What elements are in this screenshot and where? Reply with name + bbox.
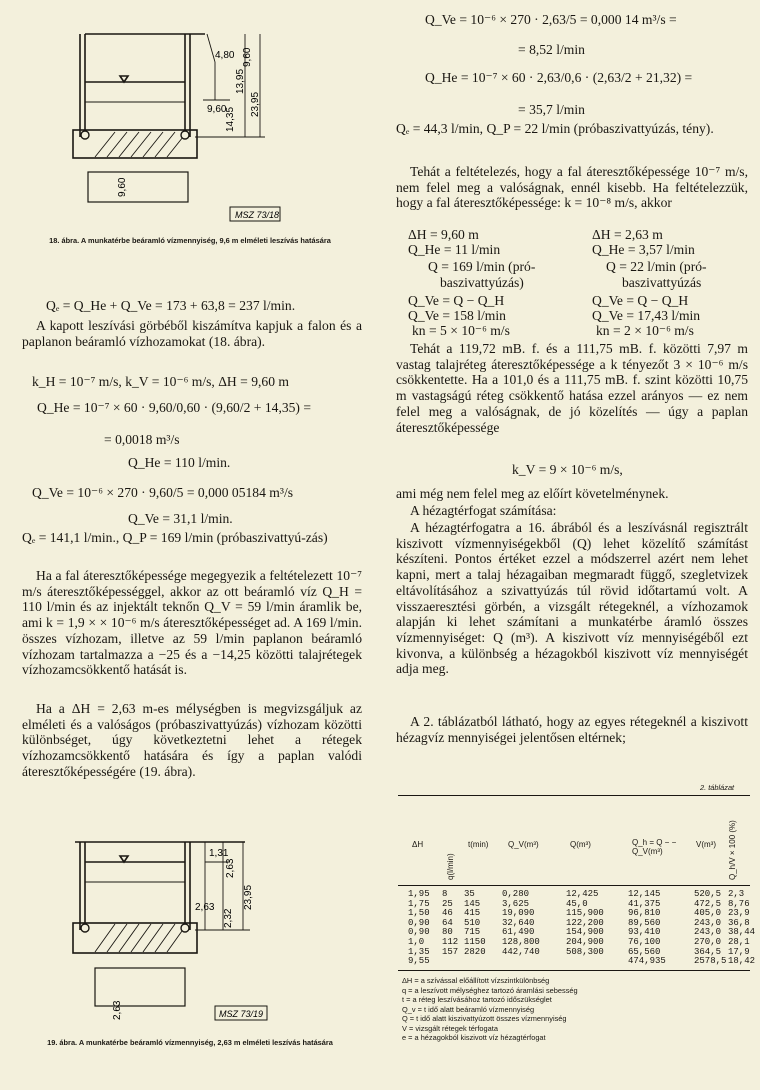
table-cell: 2578,5 — [694, 956, 727, 967]
fig19-dim-232: 2,32 — [223, 908, 234, 928]
figure-18 — [55, 22, 305, 234]
table-cell: 38,44 — [728, 927, 756, 938]
legend-item: q = a leszívott mélységhez tartozó áramlási sebesség — [402, 985, 578, 995]
table-cell: 510 — [464, 917, 481, 928]
table-cell: 2820 — [464, 946, 486, 957]
fig18-dim-1395: 13,95 — [235, 68, 246, 94]
th-Q: Q(m³) — [570, 840, 591, 849]
colA-2: Q = 169 l/min (pró- — [428, 259, 536, 274]
th-v: V(m³) — [696, 840, 716, 849]
table-cell: 128,800 — [502, 937, 540, 947]
right-p2: Tehát a 119,72 mB. f. és a 111,75 mB. f. közötti 7,97 m vastag talajréteg áteresztőképessége a k tényezőt 3 × 10⁻⁶ m/s csökkentette. Ha a 101,0 és a 111,75 mB. f. szint közötti 10,75 m vastagságú réteg csökkentő hatása ezzel arányos — ez nem felel meg a valóságnak, de jó közelítés — úgy a paplan áteresztőképessége — [396, 341, 748, 435]
table-cell: 364,5 — [694, 946, 722, 957]
fig18-dim-960-a: 9,60 — [242, 47, 253, 67]
fig19-dim-263-b: 2,63 — [195, 902, 215, 913]
right-h1: A hézagtérfogat számítása: — [410, 503, 557, 518]
table-cell: 35 — [464, 889, 475, 899]
table-header-rule — [398, 885, 750, 886]
table-cell: 32,640 — [502, 917, 535, 928]
table-cell: 41,375 — [628, 898, 661, 909]
table-cell: 112 — [442, 937, 459, 947]
table-cell: 36,8 — [728, 917, 750, 928]
table-cell: 23,9 — [728, 908, 750, 919]
table-cell: 243,0 — [694, 927, 722, 938]
table-cell: 18,42 — [728, 956, 756, 967]
table-cell: 61,490 — [502, 927, 535, 938]
legend-item: Q_v = t idő alatt beáramló vízmennyiség — [402, 1004, 535, 1014]
right-eq6: k_V = 9 × 10⁻⁶ m/s, — [512, 462, 623, 477]
colB-1: Q_He = 3,57 l/min — [592, 242, 695, 257]
left-eq3: Q_He = 10⁻⁷ × 60 · 9,60/0,60 · (9,60/2 + 14,35) = — [37, 400, 312, 415]
table-cell: 17,9 — [728, 946, 750, 957]
table-cell: 25 — [442, 898, 453, 909]
fig18-dim-480: 4,80 — [215, 50, 235, 61]
fig19-dim-263-c: 2,63 — [112, 1000, 123, 1020]
th-q: q(l/min) — [446, 853, 455, 880]
colB-4: Q_Ve = Q − Q_H — [592, 293, 689, 308]
left-eq4: = 0,0018 m³/s — [104, 432, 180, 447]
table-cell: 715 — [464, 927, 481, 938]
table-cell: 145 — [464, 898, 481, 909]
fig19-stamp: MSZ 73/19 — [219, 1009, 264, 1019]
colA-4: Q_Ve = Q − Q_H — [408, 293, 505, 308]
legend-item: t = a réteg leszívásához tartozó időszükséglet — [402, 995, 552, 1004]
table-row — [398, 956, 756, 967]
table-cell: 96,810 — [628, 908, 661, 919]
colB-0: ΔH = 2,63 m — [592, 227, 663, 242]
table-cell: 115,900 — [566, 908, 604, 919]
table-cell: 45,0 — [566, 898, 588, 909]
fig18-dim-1435: 14,35 — [225, 106, 236, 132]
table-cell: 8 — [442, 889, 448, 899]
colB-6: kn = 2 × 10⁻⁶ m/s — [596, 323, 694, 338]
fig19-caption: 19. ábra. A munkatérbe beáramló vízmennyiség, 2,63 m elméleti leszívás hatására — [47, 1038, 333, 1047]
table-cell: 3,625 — [502, 898, 530, 909]
legend-item: ΔH = a szívással előállított vízszintkülönbség — [402, 976, 550, 985]
th-t: t(min) — [468, 840, 489, 849]
table-cell: 1,0 — [408, 937, 425, 947]
right-eq2: = 8,52 l/min — [518, 42, 585, 57]
table-cell: 12,145 — [628, 889, 661, 899]
table-cell: 1,50 — [408, 908, 430, 919]
table-cell: 270,0 — [694, 937, 722, 947]
table-cell: 1,75 — [408, 898, 430, 909]
table-title: 2. táblázat — [700, 783, 735, 792]
fig19-dim-2395: 23,95 — [243, 884, 254, 910]
table-cell: 0,90 — [408, 927, 430, 938]
table-cell: 472,5 — [694, 898, 722, 909]
figure-19 — [55, 818, 305, 1028]
table-cell: 64 — [442, 917, 453, 928]
left-eq8: Qₑ = 141,1 l/min., Q_P = 169 l/min (próbaszivattyú-zás) — [22, 530, 328, 545]
table-cell: 46 — [442, 908, 453, 919]
right-p5: A 2. táblázatból látható, hogy az egyes rétegeknél a kiszivott hézagvíz mennyiségei jelentősen eltérnek; — [396, 714, 748, 745]
left-eq1: Qₑ = Q_He + Q_Ve = 173 + 63,8 = 237 l/min. — [46, 298, 296, 313]
colA-1: Q_He = 11 l/min — [408, 242, 501, 257]
th-pct: Q_h/V × 100 (%) — [728, 820, 737, 880]
legend-item: V = vizsgált rétegek térfogata — [402, 1023, 498, 1033]
left-p3: Ha a ΔH = 2,63 m-es mélységben is megvizsgáljuk az elméleti és a valóságos (próbaszivattyúzás) vízhozam közötti különbséget, úgy következtetni lehet a rétegek vízhozamcsökkentő hatására és így a paplan valódi áteresztőképességére (19. ábra). — [22, 701, 362, 779]
table-cell: 405,0 — [694, 908, 722, 919]
table-cell: 2,3 — [728, 889, 745, 899]
colB-5: Q_Ve = 17,43 l/min — [592, 308, 701, 323]
table-cell: 157 — [442, 946, 459, 957]
table-cell: 89,560 — [628, 917, 661, 928]
table-cell: 0,90 — [408, 917, 430, 928]
th-qv: Q_V(m³) — [508, 840, 539, 849]
table-cell: 474,935 — [628, 956, 666, 967]
table-cell: 93,410 — [628, 927, 661, 938]
fig18-dim-960-b: 9,60 — [207, 104, 227, 115]
left-p2: Ha a fal áteresztőképessége megegyezik a feltételezett 10⁻⁷ m/s áteresztőképességgel, akkor az ott beáramló víz Q_H = 110 l/min és az injektált teknőn Q_V = 59 l/min áramlik be, ami k = 1,9 × × 10⁻⁶ m/s áteresztőképességet ad. A 169 l/min. összes vízhozam, illetve az 59 l/min paplanon beáramló vízhozam tartalmazza a −25 és a −14,25 közötti talajrétegek vízhozamcsökkentő hatását is. — [22, 568, 362, 678]
table-cell: 442,740 — [502, 946, 540, 957]
colA-3: baszivattyúzás) — [440, 275, 524, 290]
right-eq5: Qₑ = 44,3 l/min, Q_P = 22 l/min (próbaszivattyúzás, tény). — [396, 121, 714, 136]
fig19-dim-263-a: 2,63 — [225, 858, 236, 878]
legend-item: e = a hézagokból kiszivott víz hézagtérfogat — [402, 1033, 546, 1042]
colA-0: ΔH = 9,60 m — [408, 227, 479, 242]
left-p1: A kapott leszívási görbéből kiszámítva kapjuk a falon és a paplanon beáramló vízhozamokat (18. ábra). — [22, 318, 362, 349]
fig18-dim-2395: 23,95 — [250, 91, 261, 117]
table-cell: 1,35 — [408, 946, 430, 957]
right-eq4: = 35,7 l/min — [518, 102, 585, 117]
table-cell: 80 — [442, 927, 453, 938]
left-eq7: Q_Ve = 31,1 l/min. — [128, 511, 233, 526]
table-cell: 520,5 — [694, 889, 722, 899]
table-cell: 8,76 — [728, 898, 750, 909]
table-cell: 0,280 — [502, 889, 530, 899]
table-cell: 1150 — [464, 937, 486, 947]
right-p4: A hézagtérfogatra a 16. ábrából és a leszívásnál regisztrált kiszivott vízmennyiségekből (Q) lehet közelítő számítást készíteni. Pontos értéket ezzel a módszerrel azért nem lehet kapni, mert a talaj hézagaiban megmaradt függő, szegletvizek eltávolításához a szivattyúzás túl rövid időtartamú volt. A visszaeresztési görbén, a vizsgált rétegeknél, a vízhozamok alapján ki lehet számítani a munkatérbe áramló összes vízmennyiséget: Q (m³). A kiszivott víz mennyiségéből ezt kivonva, a különbség a hézagokból kiszivott víz mennyiségét adja meg. — [396, 520, 748, 677]
th-qh: Q_h = Q − − Q_V(m³) — [632, 838, 677, 856]
fig19-dim-131: 1,31 — [209, 848, 229, 859]
table-top-rule — [398, 795, 750, 796]
table-cell: 122,200 — [566, 917, 604, 928]
colB-2: Q = 22 l/min (pró- — [606, 259, 707, 274]
fig18-stamp: MSZ 73/18 — [235, 210, 280, 220]
table-cell: 154,900 — [566, 927, 604, 938]
table-cell: 19,090 — [502, 908, 535, 919]
right-p1: Tehát a feltételezés, hogy a fal áteresztőképessége 10⁻⁷ m/s, nem felel meg a valóságnak, ennél kisebb. Ha feltételezzük, hogy a fal áteresztőképessége: k = 10⁻⁸ m/s, akkor — [396, 164, 748, 211]
legend-item: Q = t idő alatt kiszivattyúzott összes vízmennyiség — [402, 1014, 567, 1023]
colA-5: Q_Ve = 158 l/min — [408, 308, 506, 323]
table-cell: 28,1 — [728, 937, 750, 947]
table-bottom-rule — [398, 970, 750, 971]
table-cell: 508,300 — [566, 946, 604, 957]
table-cell: 65,560 — [628, 946, 661, 957]
right-eq1: Q_Ve = 10⁻⁶ × 270 · 2,63/5 = 0,000 14 m³/s = — [425, 12, 677, 27]
left-eq2: k_H = 10⁻⁷ m/s, k_V = 10⁻⁶ m/s, ΔH = 9,60 m — [32, 374, 289, 389]
colA-6: kn = 5 × 10⁻⁶ m/s — [412, 323, 510, 338]
fig18-caption: 18. ábra. A munkatérbe beáramló vízmennyiség, 9,6 m elméleti leszívás hatására — [49, 236, 331, 245]
table-header — [398, 798, 750, 878]
table-cell: 243,0 — [694, 917, 722, 928]
table-cell: 9,55 — [408, 956, 430, 967]
left-eq6: Q_Ve = 10⁻⁶ × 270 · 9,60/5 = 0,000 05184 m³/s — [32, 485, 294, 500]
right-p3: ami még nem felel meg az előírt követelménynek. — [396, 486, 669, 501]
table-cell: 1,95 — [408, 889, 430, 899]
left-eq5: Q_He = 110 l/min. — [128, 455, 231, 470]
table-cell: 415 — [464, 908, 481, 919]
table-cell: 76,100 — [628, 937, 661, 947]
fig18-dim-960-c: 9,60 — [117, 177, 128, 197]
table-cell: 12,425 — [566, 889, 599, 899]
table-cell: 204,900 — [566, 937, 604, 947]
th-dh: ΔH — [412, 840, 424, 849]
colB-3: baszivattyúzás — [622, 275, 702, 290]
right-eq3: Q_He = 10⁻⁷ × 60 · 2,63/0,6 · (2,63/2 + 21,32) = — [425, 70, 693, 85]
